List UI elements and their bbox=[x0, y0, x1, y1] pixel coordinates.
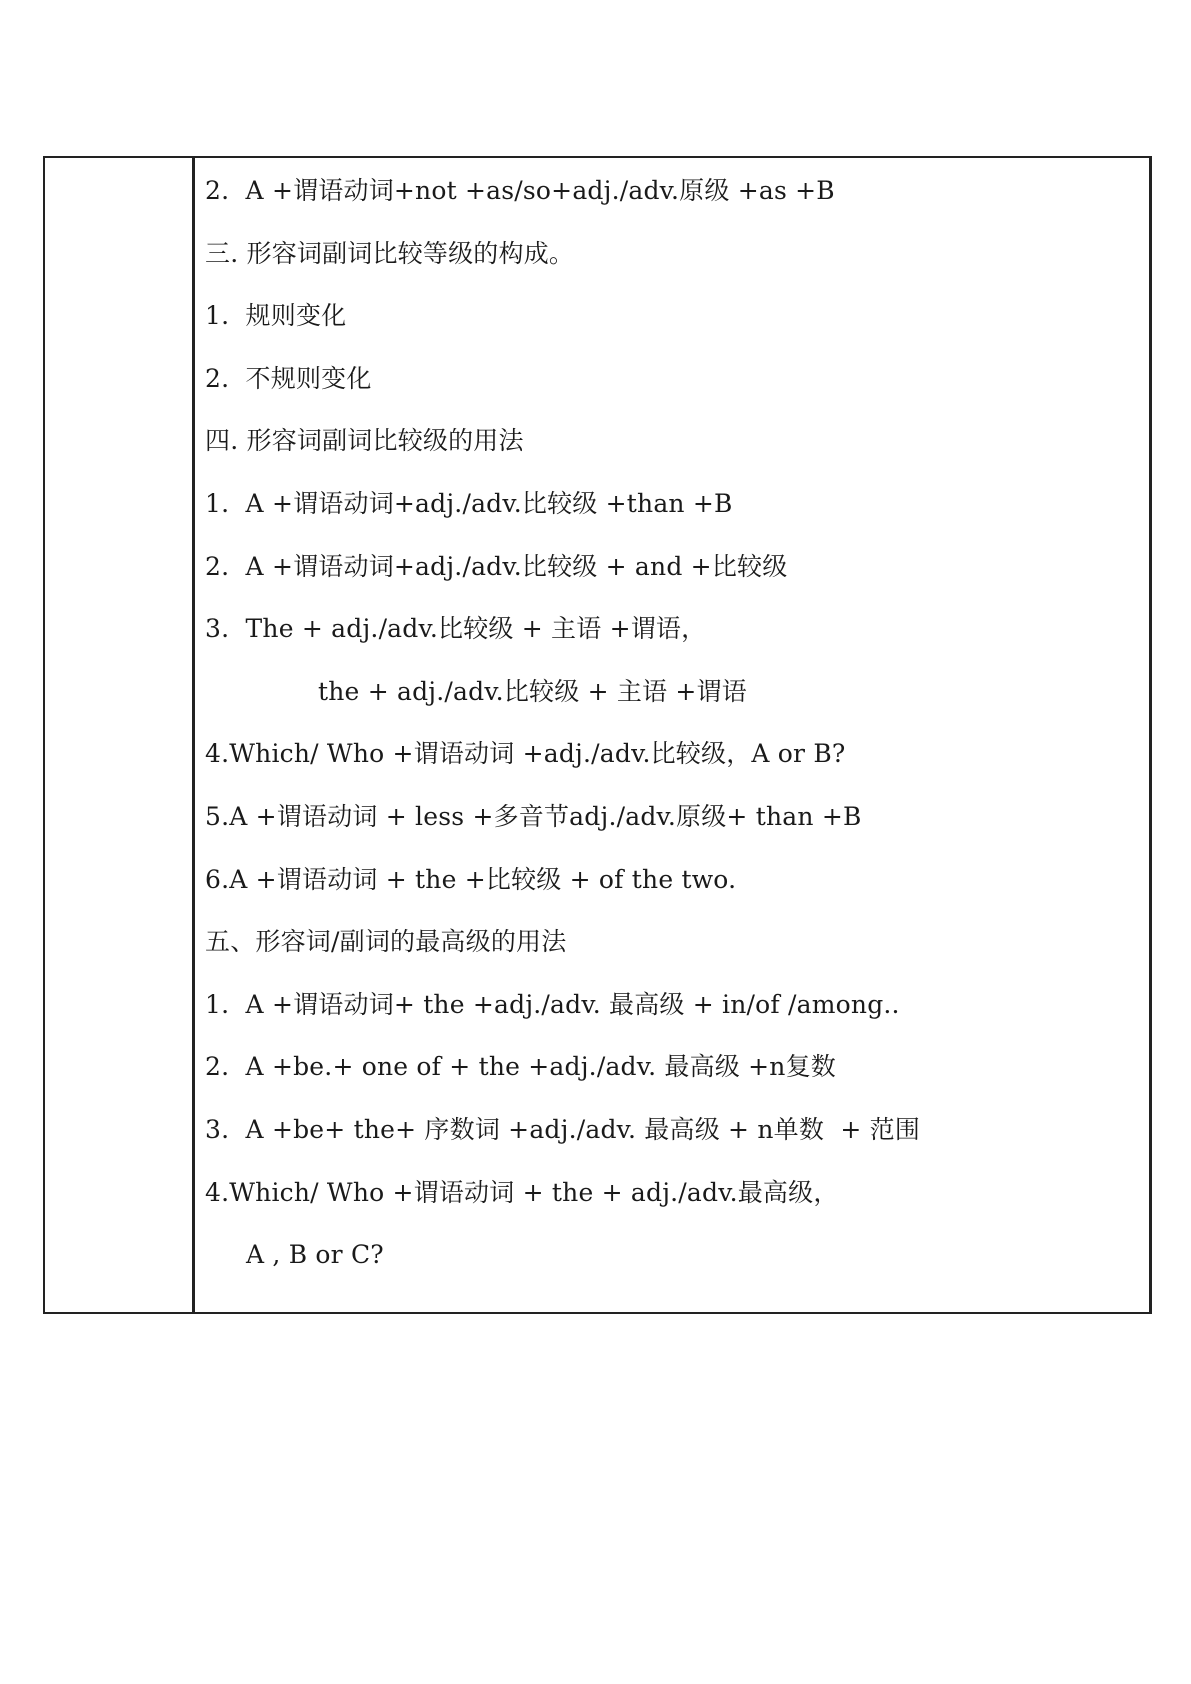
column-divider bbox=[192, 158, 195, 1312]
text-line: 2. 不规则变化 bbox=[205, 364, 372, 393]
text-line: the + adj./adv.比较级 + 主语 +谓语 bbox=[318, 677, 747, 706]
text-line: 4.Which/ Who +谓语动词 +adj./adv.比较级，A or B? bbox=[205, 739, 846, 768]
section-heading: 三. 形容词副词比较等级的构成。 bbox=[205, 239, 575, 268]
section-heading: 五、形容词/副词的最高级的用法 bbox=[205, 927, 567, 956]
text-line: 2. A +be.+ one of + the +adj./adv. 最高级 +n复数 bbox=[205, 1052, 836, 1081]
text-line: A , B or C? bbox=[246, 1240, 384, 1269]
text-line: 1. A +谓语动词+ the +adj./adv. 最高级 + in/of /among.. bbox=[205, 990, 900, 1019]
text-line: 2. A +谓语动词+not +as/so+adj./adv.原级 +as +B bbox=[205, 176, 835, 205]
text-line: 3. The + adj./adv.比较级 + 主语 +谓语， bbox=[205, 614, 707, 643]
text-line: 4.Which/ Who +谓语动词 + the + adj./adv.最高级， bbox=[205, 1178, 839, 1207]
section-heading: 四. 形容词副词比较级的用法 bbox=[205, 426, 524, 455]
text-line: 6.A +谓语动词 + the +比较级 + of the two. bbox=[205, 865, 737, 894]
text-line: 3. A +be+ the+ 序数词 +adj./adv. 最高级 + n单数 + 范围 bbox=[205, 1115, 921, 1144]
text-line: 1. A +谓语动词+adj./adv.比较级 +than +B bbox=[205, 489, 733, 518]
text-line: 5.A +谓语动词 + less +多音节adj./adv.原级+ than +B bbox=[205, 802, 862, 831]
text-line: 1. 规则变化 bbox=[205, 301, 347, 330]
text-line: 2. A +谓语动词+adj./adv.比较级 + and +比较级 bbox=[205, 552, 788, 581]
